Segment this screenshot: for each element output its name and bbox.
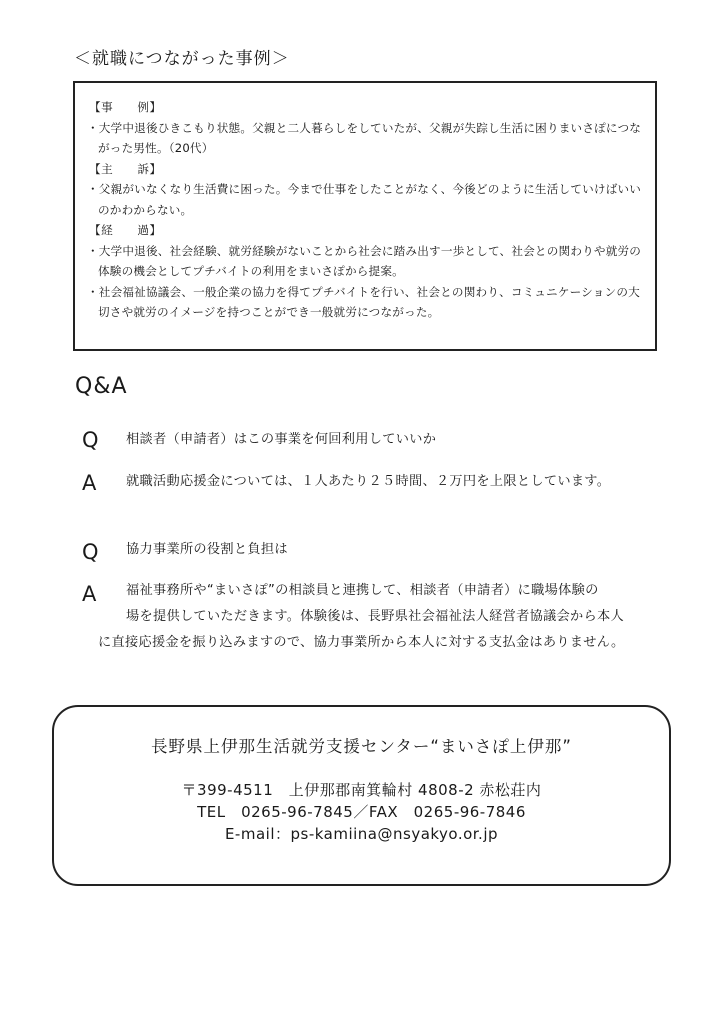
progress-bullet-2: ・社会福祉協議会、一般企業の協力を得てプチバイトを行い、社会との関わり、コミュニケーションの大切さや就労のイメージを持つことができ一般就労につながった。 [87, 284, 640, 319]
q2-mark: Q [82, 540, 99, 564]
a2-line-3: に直接応援金を振り込みますので、協力事業所から本人に対する支払金はありません。 [98, 635, 625, 650]
case-example-box [73, 81, 657, 351]
a2-line-1: 福祉事務所や“まいさぽ”の相談員と連携して、相談者（申請者）に職場体験の [126, 583, 599, 598]
q1-mark: Q [82, 428, 99, 452]
q2-text: 協力事業所の役割と負担は [126, 542, 288, 557]
a2-line-2: 場を提供していただきます。体験後は、長野県社会福祉法人経営者協議会から本人 [126, 609, 624, 624]
address: 〒399-4511 上伊那郡南箕輪村 4808-2 赤松荘内 [181, 781, 542, 799]
contact-box [52, 705, 671, 886]
qa-title: Q&A [75, 374, 128, 399]
case-label: 【事 例】 [89, 100, 162, 114]
tel-fax: TEL 0265-96-7845／FAX 0265-96-7846 [197, 803, 526, 821]
center-name: 長野県上伊那生活就労支援センター“まいさぽ上伊那” [151, 737, 572, 756]
complaint-label: 【主 訴】 [89, 161, 162, 176]
email: E-mail：ps-kamiina@nsyakyo.or.jp [224, 825, 499, 843]
a2-mark: A [82, 582, 97, 606]
case-section-heading: ＜就職につながった事例＞ [74, 49, 290, 69]
q1-text: 相談者（申請者）はこの事業を何回利用していいか [126, 432, 437, 447]
complaint-bullet: ・父親がいなくなり生活費に困った。今まで仕事をしたことがなく、今後どのように生活していけばいいのかわからない。 [87, 182, 642, 217]
progress-label: 【経 過】 [89, 223, 162, 237]
progress-bullet-1: ・大学中退後、社会経験、就労経験がないことから社会に踏み出す一歩として、社会との関わりや就労の体験の機会としてプチバイトの利用をまいさぽから提案。 [87, 243, 642, 278]
a1-mark: A [82, 471, 97, 495]
a2-text [98, 578, 678, 656]
a1-text: 就職活動応援金については、１人あたり２５時間、２万円を上限としています。 [126, 474, 611, 489]
case-bullet: ・大学中退後ひきこもり状態。父親と二人暮らしをしていたが、父親が失踪し生活に困りまいさぽにつながった男性。（20代） [87, 120, 642, 155]
